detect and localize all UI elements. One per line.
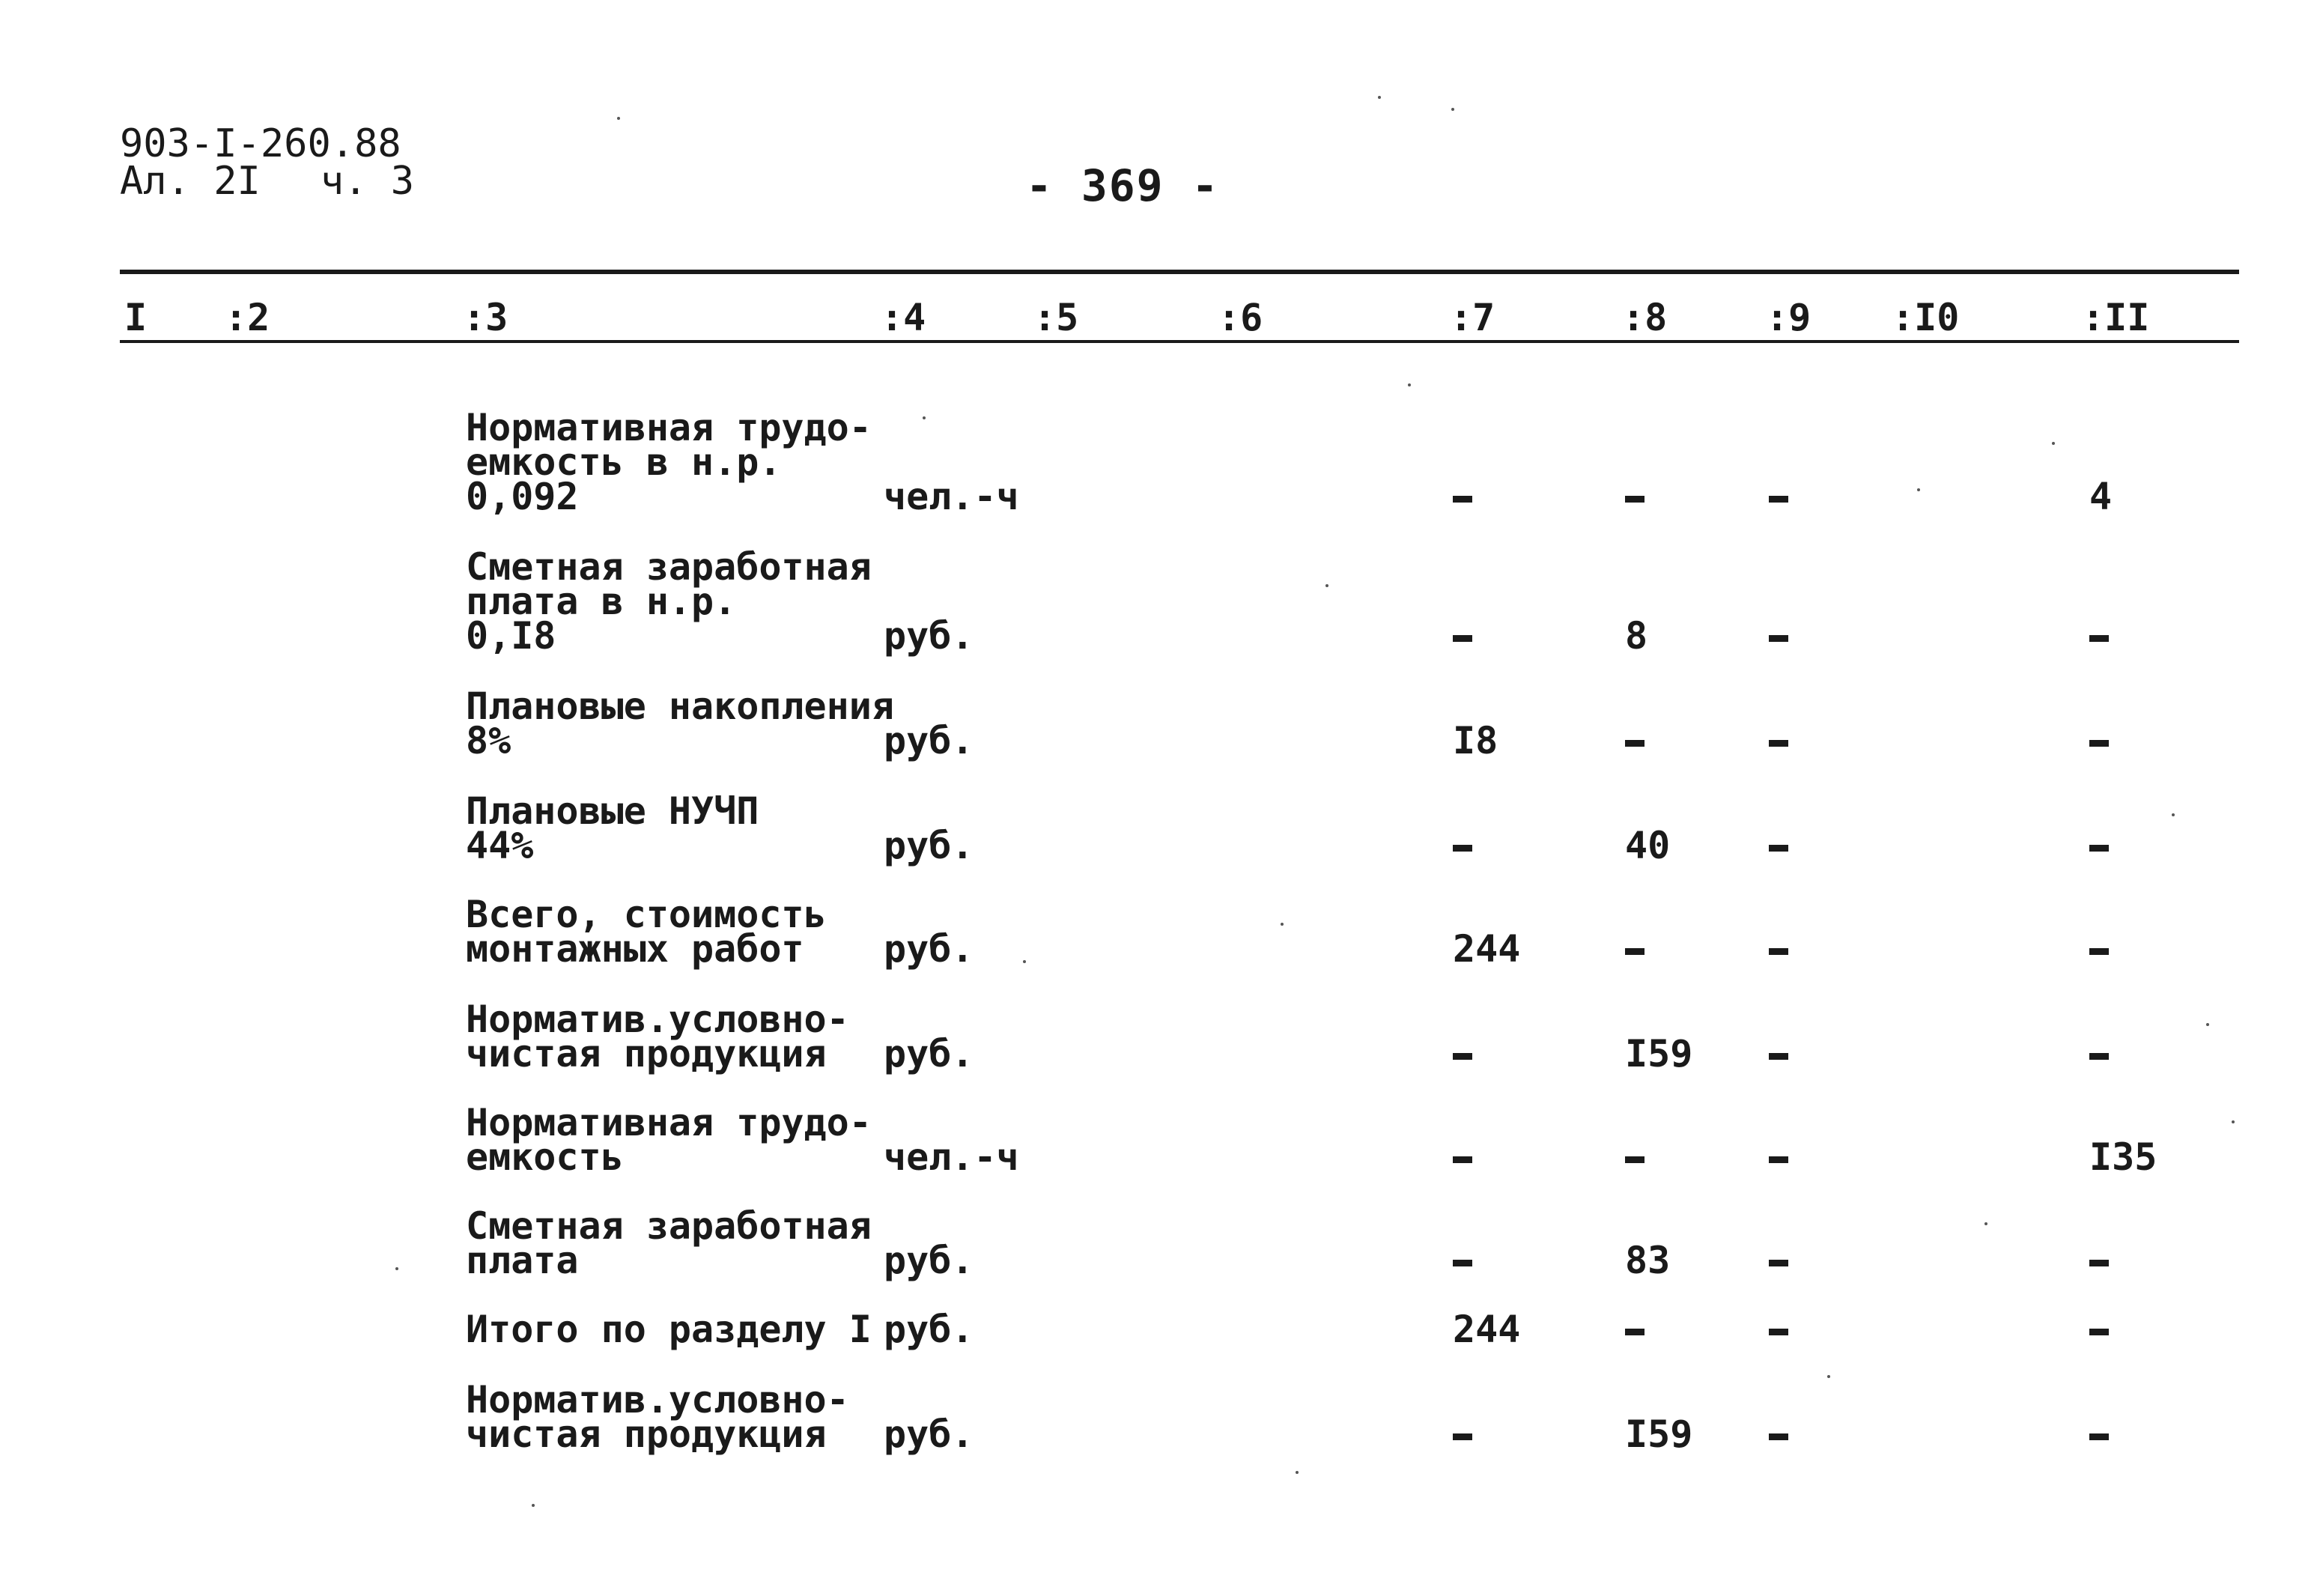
dash-mark (1769, 1053, 1788, 1060)
dash-mark (1625, 496, 1644, 503)
column-header-4: :4 (881, 296, 926, 339)
unit-cell: чел.-ч (884, 475, 1019, 518)
row-label-line: 0,I8 (466, 614, 556, 658)
col9-cell (1769, 1311, 1788, 1348)
unit-cell: руб. (884, 719, 974, 762)
col9-cell (1769, 1035, 1788, 1072)
col8-cell (1625, 478, 1644, 515)
dash-mark (2089, 1433, 2109, 1440)
col8-cell: 8 (1625, 614, 1648, 658)
scan-speck (2206, 1023, 2209, 1026)
row-label-line: Итого по разделу I (466, 1308, 872, 1351)
dash-mark (2089, 1329, 2109, 1335)
col9-cell (1769, 930, 1788, 968)
row-label-line: Сметная заработная (466, 545, 872, 589)
dash-mark (1453, 1053, 1472, 1060)
row-label-line: 0,092 (466, 475, 579, 518)
scan-speck (1408, 383, 1411, 386)
scan-speck (1325, 584, 1328, 587)
dash-mark (1769, 740, 1788, 747)
scan-speck (617, 117, 620, 120)
scan-speck (2052, 442, 2055, 445)
dash-mark (1453, 1433, 1472, 1440)
dash-mark (2089, 1053, 2109, 1060)
col8-cell: I59 (1625, 1413, 1693, 1456)
row-label (466, 1308, 872, 1351)
unit-cell: руб. (884, 824, 974, 867)
col11-cell: I35 (2089, 1135, 2157, 1179)
dash-mark (1769, 845, 1788, 852)
column-header-8: :8 (1622, 296, 1668, 339)
dash-mark (1625, 740, 1644, 747)
col7-cell (1453, 617, 1472, 655)
scan-speck (1917, 488, 1920, 491)
table-top-rule (120, 270, 2239, 274)
row-label-line: Норматив.условно- (466, 1378, 849, 1421)
col11-cell (2089, 1416, 2109, 1453)
scan-speck (532, 1504, 535, 1507)
column-header-6: :6 (1218, 296, 1263, 339)
dash-mark (1453, 845, 1472, 852)
scan-speck (2232, 1120, 2235, 1123)
scan-speck (923, 416, 926, 419)
col7-cell (1453, 1242, 1472, 1279)
unit-cell: чел.-ч (884, 1135, 1019, 1179)
column-header-3: :3 (463, 296, 508, 339)
row-label-line: емкость в н.р. (466, 440, 782, 484)
column-header-7: :7 (1450, 296, 1495, 339)
scan-speck (2172, 813, 2175, 816)
dash-mark (1769, 496, 1788, 503)
row-label (466, 1378, 849, 1456)
row-label-line: Плановые НУЧП (466, 789, 759, 833)
row-label-line: чистая продукция (466, 1032, 827, 1075)
dash-mark (1769, 635, 1788, 642)
unit-cell: руб. (884, 1413, 974, 1456)
col7-cell (1453, 1138, 1472, 1176)
row-label-line: Всего, стоимость (466, 893, 827, 936)
scan-speck (1451, 108, 1454, 111)
dash-mark (1625, 1329, 1644, 1335)
column-header-2: :2 (225, 296, 270, 339)
part-number: ч. 3 (320, 159, 415, 204)
column-header-9: :9 (1766, 296, 1811, 339)
col7-cell (1453, 827, 1472, 864)
dash-mark (2089, 948, 2109, 955)
row-label (466, 545, 872, 658)
row-label (466, 406, 872, 518)
scan-speck (1023, 960, 1026, 963)
dash-mark (1769, 1156, 1788, 1163)
dash-mark (1769, 1329, 1788, 1335)
dash-mark (1769, 948, 1788, 955)
col8-cell (1625, 930, 1644, 968)
scan-speck (1827, 1375, 1830, 1378)
row-label-line: плата (466, 1239, 579, 1282)
row-label-line: 44% (466, 824, 534, 867)
col7-cell (1453, 1035, 1472, 1072)
table-header-rule (120, 340, 2239, 343)
row-label (466, 789, 759, 867)
col8-cell: 83 (1625, 1239, 1671, 1282)
column-header-5: :5 (1033, 296, 1079, 339)
col7-cell (1453, 478, 1472, 515)
col11-cell (2089, 930, 2109, 968)
scan-speck (1378, 96, 1381, 99)
dash-mark (1769, 1260, 1788, 1266)
col9-cell (1769, 478, 1788, 515)
scan-speck (1281, 923, 1284, 926)
col11-cell (2089, 1035, 2109, 1072)
col11-cell (2089, 722, 2109, 759)
dash-mark (1453, 635, 1472, 642)
col8-cell (1625, 1138, 1644, 1176)
row-label (466, 1204, 872, 1282)
unit-cell: руб. (884, 1032, 974, 1075)
dash-mark (2089, 845, 2109, 852)
scan-speck (395, 1267, 398, 1270)
row-label-line: Сметная заработная (466, 1204, 872, 1248)
col8-cell (1625, 722, 1644, 759)
col11-cell (2089, 827, 2109, 864)
col7-cell: 244 (1453, 927, 1521, 971)
column-header-11: :II (2082, 296, 2150, 339)
col9-cell (1769, 1242, 1788, 1279)
column-header-1: I (124, 296, 148, 339)
row-label (466, 1101, 872, 1179)
sheet-reference (120, 159, 415, 204)
dash-mark (2089, 635, 2109, 642)
dash-mark (1453, 496, 1472, 503)
row-label-line: 8% (466, 719, 511, 762)
row-label-line: емкость (466, 1135, 624, 1179)
row-label-line: чистая продукция (466, 1413, 827, 1456)
col9-cell (1769, 1416, 1788, 1453)
row-label-line: плата в н.р. (466, 580, 737, 623)
dash-mark (1769, 1433, 1788, 1440)
scan-speck (1296, 1471, 1299, 1474)
row-label (466, 998, 849, 1075)
col8-cell: I59 (1625, 1032, 1693, 1075)
row-label-line: Нормативная трудо- (466, 406, 872, 449)
document-code: 903-I-260.88 (120, 121, 401, 166)
dash-mark (2089, 740, 2109, 747)
col8-cell (1625, 1311, 1644, 1348)
unit-cell: руб. (884, 1239, 974, 1282)
dash-mark (2089, 1260, 2109, 1266)
col9-cell (1769, 722, 1788, 759)
column-header-10: :I0 (1892, 296, 1960, 339)
col11-cell: 4 (2089, 475, 2113, 518)
unit-cell: руб. (884, 927, 974, 971)
col7-cell: I8 (1453, 719, 1498, 762)
page-number: - 369 - (1026, 160, 1220, 211)
col9-cell (1769, 827, 1788, 864)
dash-mark (1453, 1260, 1472, 1266)
row-label-line: Плановые накопления (466, 685, 894, 728)
scan-speck (1984, 1222, 1987, 1225)
row-label-line: монтажных работ (466, 927, 804, 971)
col11-cell (2089, 1242, 2109, 1279)
col9-cell (1769, 1138, 1788, 1176)
col7-cell: 244 (1453, 1308, 1521, 1351)
col9-cell (1769, 617, 1788, 655)
col11-cell (2089, 1311, 2109, 1348)
col7-cell (1453, 1416, 1472, 1453)
unit-cell: руб. (884, 614, 974, 658)
dash-mark (1625, 948, 1644, 955)
row-label (466, 685, 894, 762)
row-label-line: Нормативная трудо- (466, 1101, 872, 1144)
dash-mark (1625, 1156, 1644, 1163)
sheet-number: Ал. 2I (120, 159, 261, 204)
row-label (466, 893, 827, 971)
col11-cell (2089, 617, 2109, 655)
unit-cell: руб. (884, 1308, 974, 1351)
row-label-line: Норматив.условно- (466, 998, 849, 1041)
dash-mark (1453, 1156, 1472, 1163)
col8-cell: 40 (1625, 824, 1671, 867)
